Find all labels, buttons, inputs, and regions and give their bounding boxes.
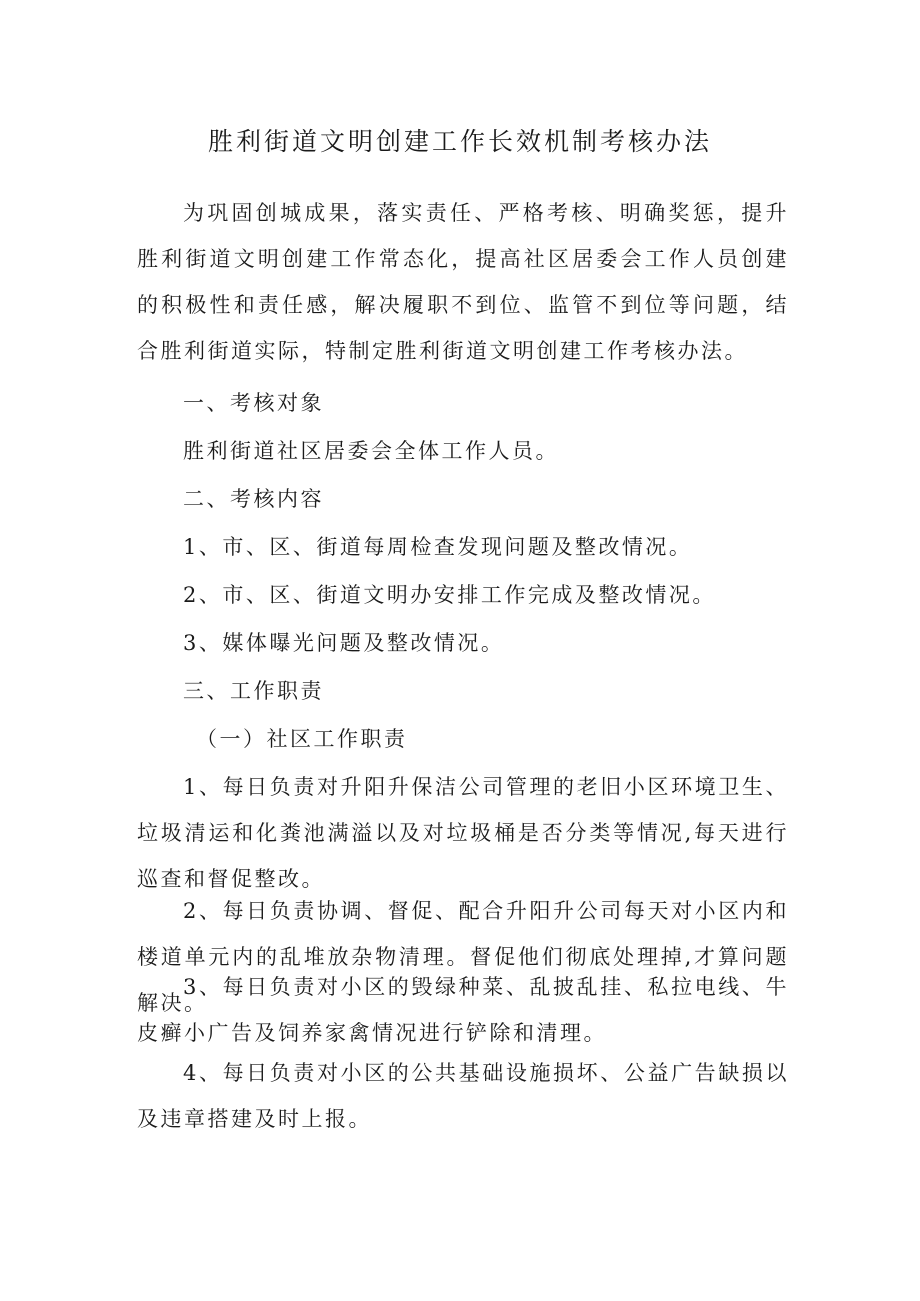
section-heading-2: 二、考核内容 — [183, 487, 324, 511]
list-item: 2、市、区、街道文明办安排工作完成及整改情况。 — [183, 583, 716, 607]
duty-paragraph: 2、每日负责协调、督促、配合升阳升公司每天对小区内和楼道单元内的乱堆放杂物清理。督促他们彻底处理掉,才算问题解决。 — [137, 899, 789, 1015]
section-body-1: 胜利街道社区居委会全体工作人员。 — [183, 439, 559, 463]
duty-paragraph: 3、每日负责对小区的毁绿种菜、乱披乱挂、私拉电线、牛皮癣小广告及饲养家禽情况进行铲除和清理。 — [137, 975, 789, 1045]
intro-paragraph: 为巩固创城成果，落实责任、严格考核、明确奖惩，提升胜利街道文明创建工作常态化，提高社区居委会工作人员创建的积极性和责任感，解决履职不到位、监管不到位等问题，结合胜利街道实际，特制定胜利街道文明创建工作考核办法。 — [137, 201, 789, 363]
list-item: 3、媒体曝光问题及整改情况。 — [183, 631, 505, 655]
list-item: 1、市、区、街道每周检查发现问题及整改情况。 — [183, 535, 693, 559]
section-heading-3: 三、工作职责 — [183, 679, 324, 703]
duty-paragraph: 1、每日负责对升阳升保洁公司管理的老旧小区环境卫生、垃圾清运和化粪池满溢以及对垃圾桶是否分类等情况,每天进行巡查和督促整改。 — [137, 775, 789, 891]
document-title: 胜利街道文明创建工作长效机制考核办法 — [207, 127, 712, 156]
subsection-heading: （一）社区工作职责 — [196, 727, 408, 751]
section-heading-1: 一、考核对象 — [183, 391, 324, 415]
duty-paragraph: 4、每日负责对小区的公共基础设施损坏、公益广告缺损以及违章搭建及时上报。 — [137, 1061, 789, 1131]
